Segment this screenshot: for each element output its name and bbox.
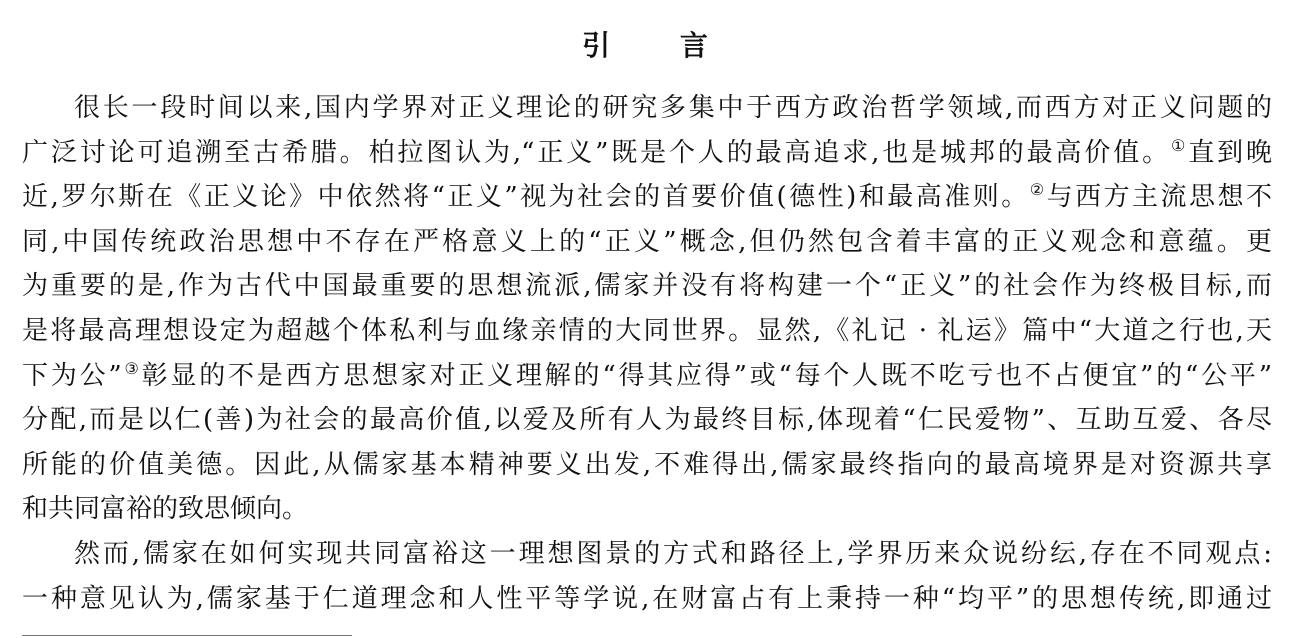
text-line: 广泛讨论可追溯至古希腊。柏拉图认为,“正义”既是个人的最高追求,也是城邦的最高价值。①直到晚 [22,135,1273,168]
text-line: 很长一段时间以来,国内学界对正义理论的研究多集中于西方政治哲学领域,而西方对正义问题的 [74,93,1272,123]
body-text [22,86,1272,621]
text-line: 和共同富裕的致思倾向。 [22,494,309,525]
section-title: 引 言 [582,29,738,62]
text-line: 同,中国传统政治思想中不存在严格意义上的“正义”概念,但仍然包含着丰富的正义观念和意蕴。更 [22,226,1272,257]
text-line: 分配,而是以仁(善)为社会的最高价值,以爱及所有人为最终目标,体现着“仁民爱物”、互助互爱、各尽 [22,405,1272,436]
footnote-mark-2[interactable]: ② [1029,180,1047,200]
text-line: 是将最高理想设定为超越个体私利与血缘亲情的大同世界。显然,《礼记 · 礼运》篇中“大道之行也,天 [22,315,1272,346]
footnote-mark-3[interactable]: ③ [121,358,142,378]
footnote-mark-1[interactable]: ① [1171,135,1189,155]
text-line: 然而,儒家在如何实现共同富裕这一理想图景的方式和路径上,学界历来众说纷纭,存在不同观点: [74,538,1272,569]
footnote-rule [22,635,352,636]
text-line: 为重要的是,作为古代中国最重要的思想流派,儒家并没有将构建一个“正义”的社会作为终极目标,而 [22,271,1272,302]
text-line: 近,罗尔斯在《正义论》中依然将“正义”视为社会的首要价值(德性)和最高准则。②与西方主流思想不 [22,180,1273,213]
text-line: 所能的价值美德。因此,从儒家基本精神要义出发,不难得出,儒家最终指向的最高境界是对资源共享 [22,449,1272,480]
text-line: 下为公”③彰显的不是西方思想家对正义理解的“得其应得”或“每个人既不吃亏也不占便宜”的“公平” [22,358,1272,391]
text-line: 一种意见认为,儒家基于仁道理念和人性平等学说,在财富占有上秉持一种“均平”的思想传统,即通过 [22,583,1272,614]
